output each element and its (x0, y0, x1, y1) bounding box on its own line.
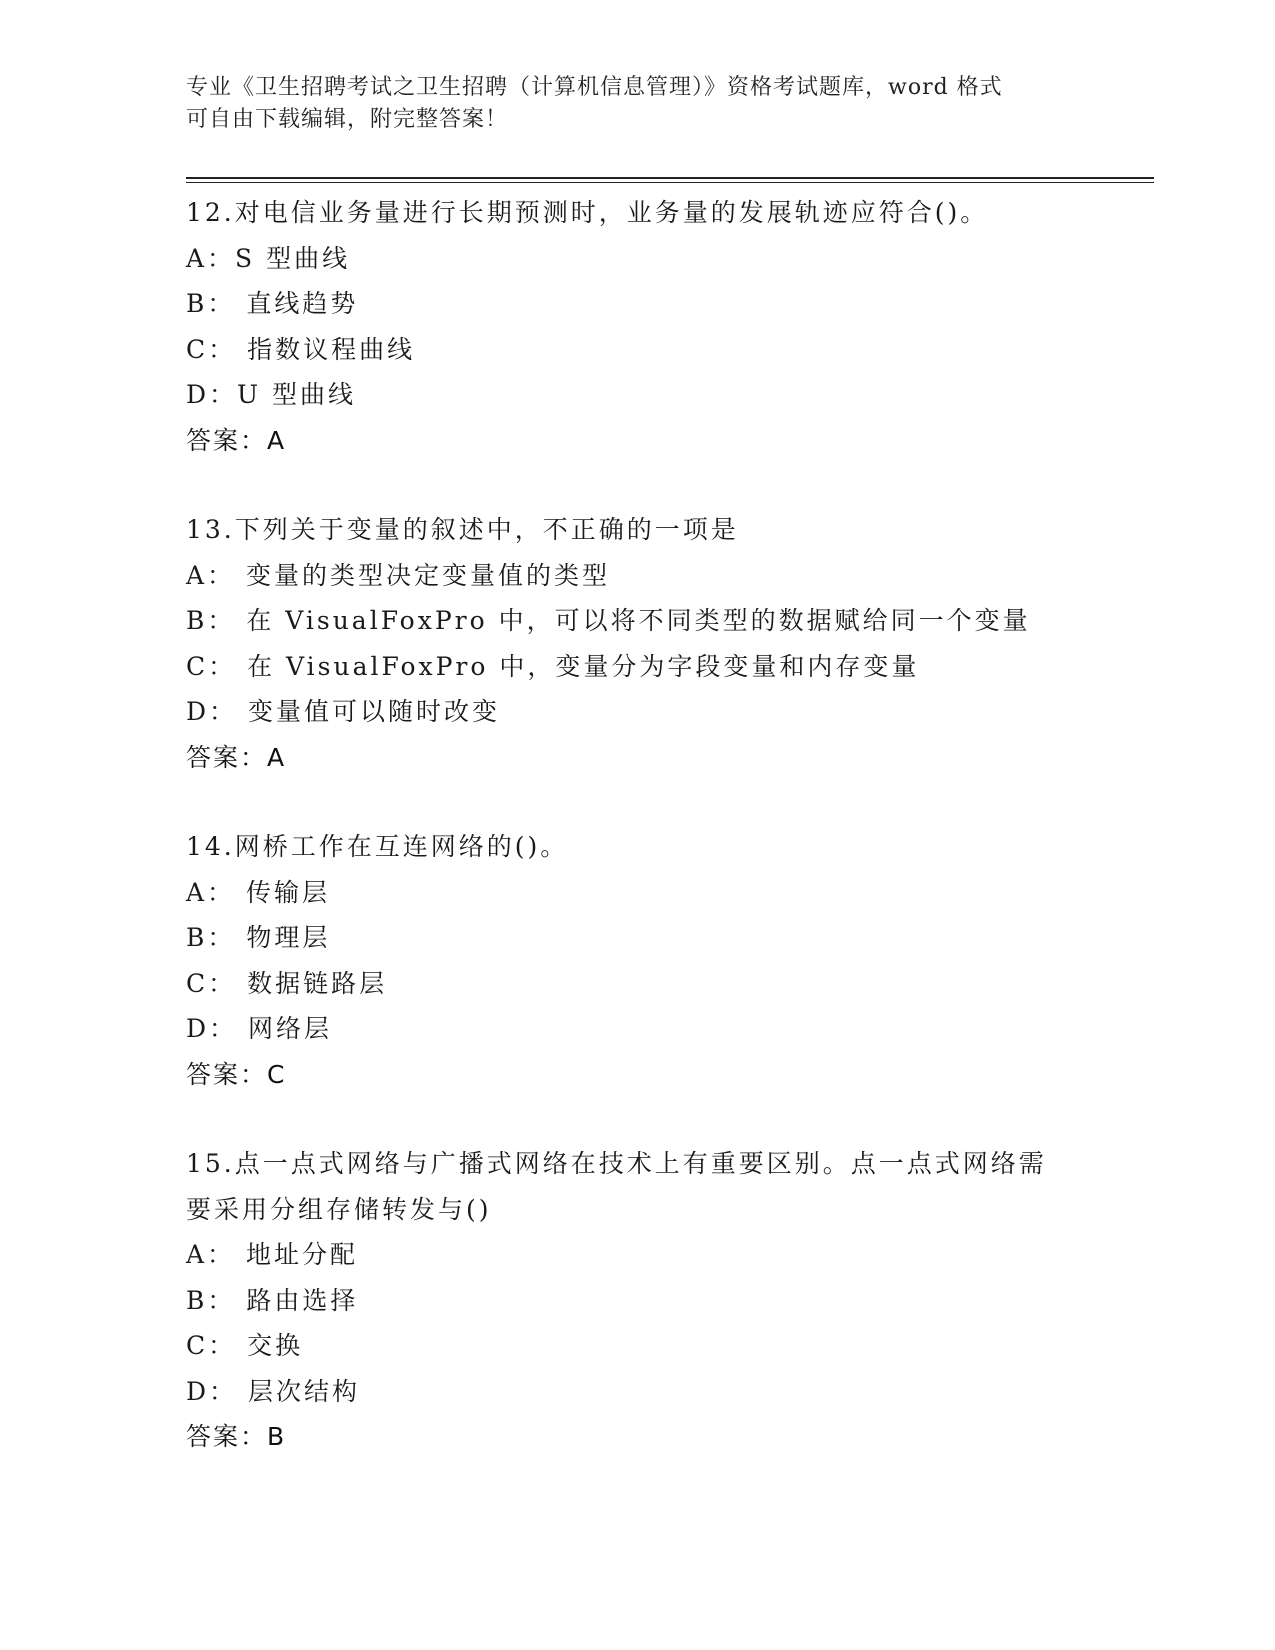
question-list (186, 190, 1146, 1504)
option-a: A： 变量的类型决定变量值的类型 (186, 560, 611, 590)
answer-line: 答案：B (186, 1422, 287, 1451)
option-b: B： 路由选择 (186, 1285, 359, 1315)
header-line-2: 可自由下载编辑，附完整答案！ (186, 107, 509, 132)
option-d: D： 层次结构 (186, 1376, 360, 1406)
document-header (186, 72, 1086, 136)
header-divider-thin (186, 182, 1154, 183)
option-b: B： 物理层 (186, 923, 331, 952)
question-stem: 14.网桥工作在互连网络的()。 (186, 832, 569, 861)
answer-line: 答案：A (186, 425, 287, 455)
option-c: C： 指数议程曲线 (186, 334, 416, 364)
question-13 (186, 507, 1146, 780)
option-b: B： 在 VisualFoxPro 中，可以将不同类型的数据赋给同一个变量 (186, 606, 1031, 635)
header-line-1: 专业《卫生招聘考试之卫生招聘（计算机信息管理）》资格考试题库，word 格式 (186, 75, 1003, 100)
answer-line: 答案：A (186, 742, 287, 772)
option-c: C： 数据链路层 (186, 968, 388, 998)
option-a: A： 传输层 (186, 877, 331, 907)
option-c: C： 交换 (186, 1331, 304, 1360)
option-a: A： 地址分配 (186, 1240, 359, 1269)
question-stem: 13.下列关于变量的叙述中，不正确的一项是 (186, 515, 739, 544)
option-a: A：S 型曲线 (186, 243, 351, 273)
question-14 (186, 824, 1146, 1097)
option-d: D： 变量值可以随时改变 (186, 697, 500, 726)
question-stem: 15.点一点式网络与广播式网络在技术上有重要区别。点一点式网络需要采用分组存储转发与() (186, 1149, 1047, 1224)
question-15 (186, 1141, 1146, 1460)
option-b: B： 直线趋势 (186, 289, 359, 318)
header-divider-thick (186, 177, 1154, 179)
question-12 (186, 190, 1146, 463)
answer-line: 答案：C (186, 1059, 287, 1089)
option-c: C： 在 VisualFoxPro 中，变量分为字段变量和内存变量 (186, 651, 920, 681)
option-d: D：U 型曲线 (186, 380, 357, 409)
question-stem: 12.对电信业务量进行长期预测时，业务量的发展轨迹应符合()。 (186, 198, 989, 227)
option-d: D： 网络层 (186, 1014, 332, 1043)
